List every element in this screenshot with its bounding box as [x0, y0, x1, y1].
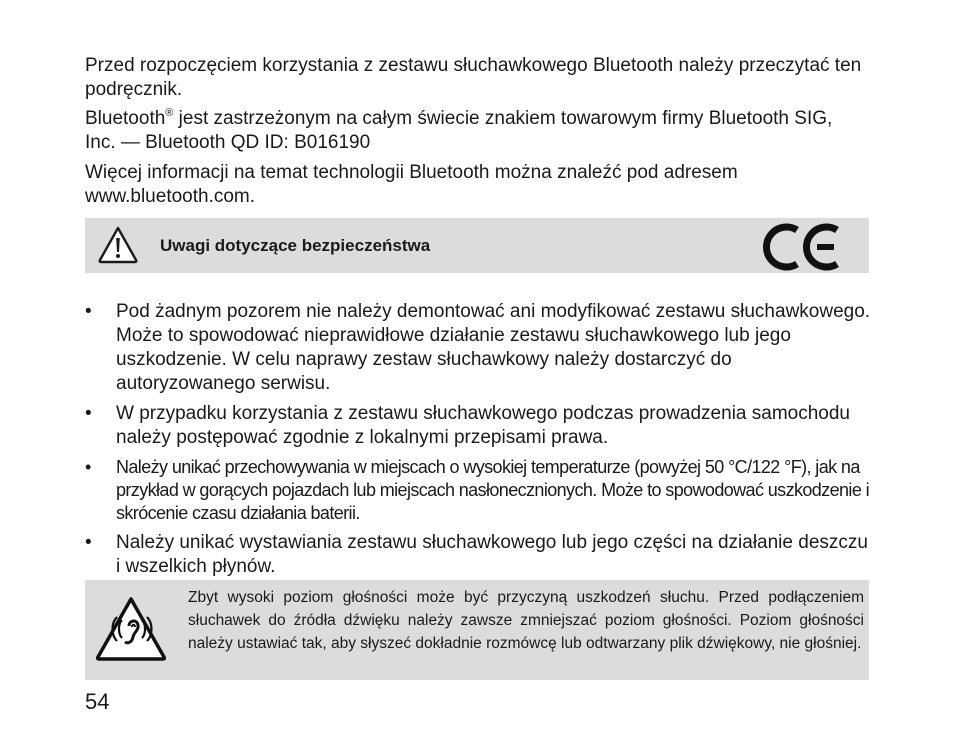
- ce-mark-icon: [759, 222, 843, 272]
- hearing-damage-warning-icon: [95, 596, 167, 662]
- list-item-text: Pod żadnym pozorem nie należy demontować ani modyfikować zestawu słuchawkowego. Może to spowodować nieprawidłowe działanie zestawu słuchawkowego lub jego uszkodzenie. W celu naprawy zestaw słuchawkowy należy dostarczyć do autoryzowanego serwisu.: [116, 301, 871, 394]
- bluetooth-brand: Bluetooth: [85, 108, 166, 129]
- page-number: 54: [85, 689, 110, 714]
- list-item: [85, 402, 875, 450]
- intro-paragraph-more-info: Więcej informacji na temat technologii Bluetooth można znaleźć pod adresem www.bluetooth.com.: [85, 162, 738, 207]
- safety-header-bar: [85, 218, 869, 273]
- bullet-glyph: •: [85, 532, 92, 553]
- list-item: [85, 300, 875, 396]
- bullet-glyph: •: [85, 457, 91, 477]
- hearing-warning-box: [85, 580, 869, 680]
- intro-paragraph-read-manual: Przed rozpoczęciem korzystania z zestawu słuchawkowego Bluetooth należy przeczytać ten podręcznik.: [85, 55, 862, 100]
- list-item-text: Należy unikać wystawiania zestawu słuchawkowego lub jego części na działanie deszczu i wszelkich płynów.: [116, 532, 868, 577]
- hearing-warning-text: Zbyt wysoki poziom głośności może być przyczyną uszkodzeń słuchu. Przed podłączeniem słuchawek do źródła dźwięku należy zawsze zmniejszać poziom głośności. Poziom głośności należy ustawiać tak, aby słyszeć dokładnie rozmówcę lub odtwarzany plik dźwiękowy, nie głośniej.: [188, 589, 864, 652]
- safety-title: Uwagi dotyczące bezpieczeństwa: [160, 236, 431, 255]
- registered-mark: ®: [165, 107, 174, 119]
- safety-notes-list: [85, 300, 875, 585]
- list-item-text: W przypadku korzystania z zestawu słuchawkowego podczas prowadzenia samochodu należy postępować zgodnie z lokalnymi przepisami prawa.: [116, 403, 850, 448]
- bullet-glyph: •: [85, 301, 92, 322]
- list-item: [85, 531, 875, 579]
- warning-triangle-icon: [98, 226, 138, 264]
- trademark-text: jest zastrzeżonym na całym świecie znakiem towarowym firmy Bluetooth SIG, Inc. — Bluetooth QD ID: B016190: [85, 108, 833, 153]
- bullet-glyph: •: [85, 403, 92, 424]
- list-item-text: Należy unikać przechowywania w miejscach o wysokiej temperaturze (powyżej 50 °C/122 °F), jak na przykład w gorących pojazdach lub miejscach nasłonecznionych. Może to spowodować uszkodzenie i skrócenie czasu działania baterii.: [116, 457, 870, 523]
- intro-paragraph-trademark: [85, 107, 865, 155]
- list-item: [85, 456, 875, 525]
